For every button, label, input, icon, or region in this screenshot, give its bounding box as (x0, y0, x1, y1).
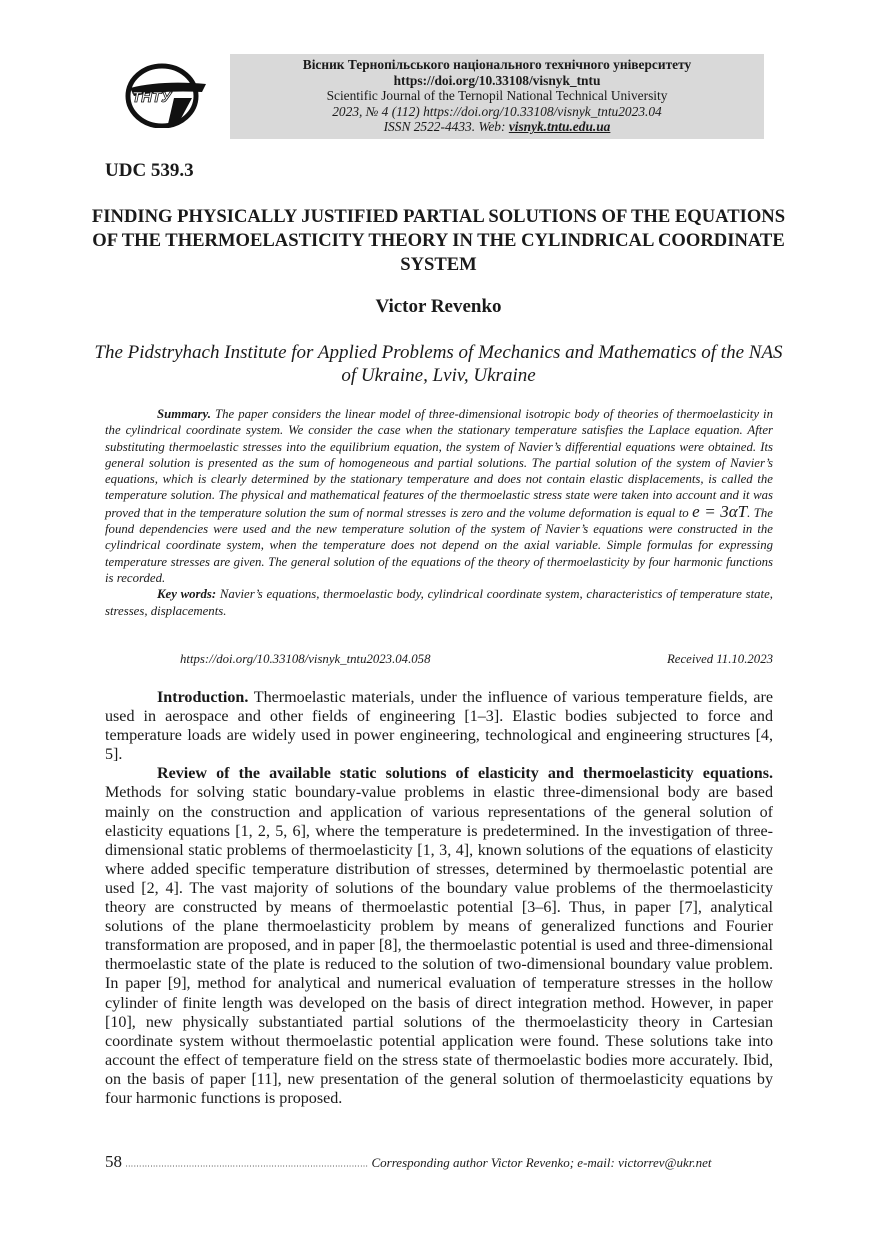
journal-logo (122, 58, 210, 128)
corresponding-author: Corresponding author Victor Revenko; e-mail: victorrev@ukr.net (371, 1155, 712, 1170)
review-text: Methods for solving static boundary-value problems in elastic three-dimensional body are based mainly on the construction and application of various representations of the general solution of elasticity equations [1, 2, 5, 6], where the temperature is predetermined. In the investigation of three-dimensional static problems of thermoelasticity [1, 3, 4], known solutions of the equations of elasticity where added specific temperature distribution of stresses, determined by thermoelastic potential are used [2, 4]. The vast majority of solutions of the boundary value problems of the thermoelasticity theory are constructed by means of thermoelastic potential [3–6]. Thus, in paper [7], analytical solutions of the plane thermoelasticity problem by means of generalized functions and Fourier transformation are proposed, and in paper [8], the thermoelastic potential is used and three-dimensional thermoelastic state of the plate is reduced to the solution of two-dimensional boundary value problem. In paper [9], method for analytical and numerical evaluation of temperature stresses in the hollow cylinder of finite length was developed on the basis of direct integration method. However, in paper [10], new physically substantiated partial solutions of the thermoelasticity theory in Cartesian coordinate system without thermoelastic potential application were found. These solutions take into account the effect of temperature field on the stress state of thermoelastic bodies more accurately. Ibid, on the basis of paper [11], new presentation of the general solution of thermoelasticity equations by four harmonic functions is proposed. (105, 784, 773, 1107)
journal-header (230, 54, 764, 139)
introduction-paragraph (105, 688, 773, 764)
page-number: 58 (105, 1152, 122, 1171)
introduction-heading: Introduction. (157, 689, 249, 706)
summary-paragraph (105, 406, 773, 586)
logo-text: ТНТУ (132, 89, 172, 106)
summary-label: Summary. (157, 407, 211, 421)
header-line-ukrainian: Вісник Тернопільського національного технічного університету (302, 57, 692, 72)
header-issn (230, 119, 764, 135)
summary-text-b: . The found dependencies were used and the new temperature solution of the system of Navier’s equations were constructed in the cylindrical coordinate system, when the temperature does not depend on the axial variable. Simple formulas for expressing temperature stresses are given. The general solution of the equations of the theory of thermoelasticity by four harmonic functions is recorded. (105, 505, 773, 585)
received-date: Received 11.10.2023 (666, 652, 773, 666)
abstract (105, 406, 773, 619)
author-affiliation: The Pidstryhach Institute for Applied Problems of Mechanics and Mathematics of the NAS of Ukraine, Lviv, Ukraine (94, 342, 783, 386)
paper-title: FINDING PHYSICALLY JUSTIFIED PARTIAL SOLUTIONS OF THE EQUATIONS OF THE THERMOELASTICITY THEORY IN THE CYLINDRICAL COORDINATE SYSTEM (91, 206, 786, 275)
review-heading: Review of the available static solutions of elasticity and thermoelasticity equations. (157, 765, 773, 783)
header-doi[interactable]: https://doi.org/10.33108/visnyk_tntu (393, 72, 601, 88)
header-issn-prefix: ISSN 2522-4433. Web: (383, 119, 509, 135)
author-name: Victor Revenko (375, 296, 502, 317)
header-web-link[interactable]: visnyk.tntu.edu.ua (508, 119, 611, 135)
header-issue: 2023, № 4 (112) https://doi.org/10.33108/visnyk_tntu2023.04 (332, 103, 662, 119)
introduction-text: Thermoelastic materials, under the influence of various temperature fields, are used in aerospace and other fields of engineering [1–3]. Elastic bodies subjected to force and temperature loads are widely used in power engineering, technological and engineering structures [4, 5]. (105, 689, 773, 764)
keywords-text: Navier’s equations, thermoelastic body, cylindrical coordinate system, characteristics of temperature state, stresses, displacements. (105, 587, 773, 618)
footer-leader-dots: ……………………………….…………………………………………… (125, 1159, 369, 1169)
keywords-label: Key words: (157, 587, 217, 602)
summary-text-a: The paper considers the linear model of three-dimensional isotropic body of theories of thermoelasticity in the cylindrical coordinate system. We consider the case when the stationary temperature satisfies the Laplace equation. After substituting thermoelastic stresses into the equilibrium equation, the system of Navier’s differential equations were obtained. Its general solution is presented as the sum of homogeneous and partial solutions. The partial solution of the system of Navier’s equations, which is clearly determined by the stationary temperature and does not contain elastic displacements, is called the temperature solution. The physical and mathematical features of the thermoelastic stress state were taken into account and it was proved that in the temperature solution the sum of normal stresses is zero and the volume deformation is equal to (105, 407, 773, 520)
article-doi[interactable]: https://doi.org/10.33108/visnyk_tntu2023.04.058 (180, 652, 431, 666)
article-body (105, 688, 773, 1108)
volume-deformation-formula: e = 3αT (692, 501, 748, 521)
keywords-paragraph (105, 586, 773, 619)
udc-code: UDC 539.3 (105, 160, 194, 181)
review-paragraph (105, 764, 773, 1108)
header-journal-name: Scientific Journal of the Ternopil National Technical University (326, 88, 668, 104)
page-footer (105, 1152, 773, 1172)
